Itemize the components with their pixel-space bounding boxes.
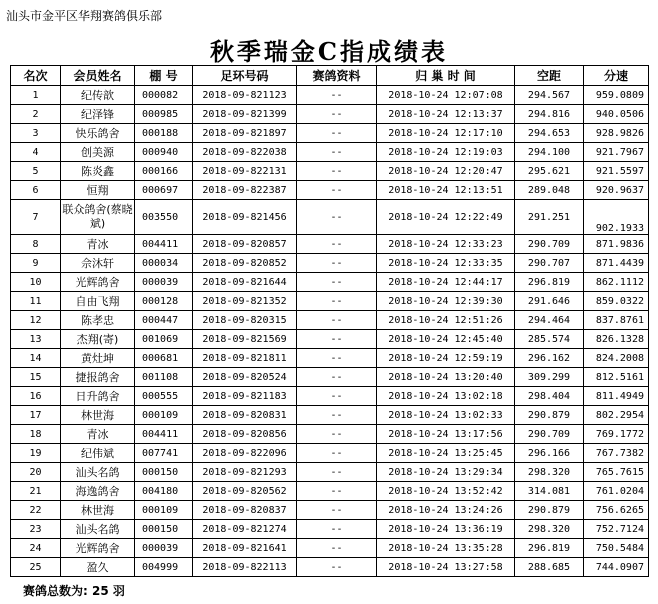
- table-row: [11, 406, 649, 425]
- table-row: [11, 105, 649, 124]
- ring-number-cell: 2018-09-820315: [193, 311, 297, 330]
- rank-cell: 5: [11, 162, 61, 181]
- rank-cell: 16: [11, 387, 61, 406]
- loft-number-cell: 000940: [135, 143, 193, 162]
- distance-cell: 314.081: [515, 482, 584, 501]
- member-name-cell: 日升鸽舍: [61, 387, 135, 406]
- speed-cell: 920.9637: [584, 181, 649, 200]
- return-time-cell: 2018-10-24 13:36:19: [377, 520, 515, 539]
- speed-cell: 940.0506: [584, 105, 649, 124]
- table-row: [11, 162, 649, 181]
- member-name-cell: 青冰: [61, 425, 135, 444]
- ring-number-cell: 2018-09-821293: [193, 463, 297, 482]
- rank-cell: 9: [11, 254, 61, 273]
- loft-number-cell: 000697: [135, 181, 193, 200]
- ring-number-cell: 2018-09-820837: [193, 501, 297, 520]
- member-name-cell: 杰翔(寄): [61, 330, 135, 349]
- return-time-cell: 2018-10-24 13:35:28: [377, 539, 515, 558]
- loft-number-cell: 004999: [135, 558, 193, 577]
- pigeon-info-cell: --: [297, 254, 377, 273]
- pigeon-info-cell: --: [297, 86, 377, 105]
- loft-number-cell: 000188: [135, 124, 193, 143]
- pigeon-info-cell: --: [297, 235, 377, 254]
- return-time-cell: 2018-10-24 13:02:33: [377, 406, 515, 425]
- report-title: 秋季瑞金C指成绩表: [209, 37, 449, 66]
- pigeon-info-cell: --: [297, 444, 377, 463]
- ring-number-cell: 2018-09-821456: [193, 200, 297, 235]
- table-row: [11, 330, 649, 349]
- loft-number-cell: 000681: [135, 349, 193, 368]
- header-row: [11, 66, 649, 86]
- return-time-cell: 2018-10-24 12:17:10: [377, 124, 515, 143]
- col-member-name: 会员姓名: [61, 66, 135, 86]
- loft-number-cell: 004411: [135, 235, 193, 254]
- distance-cell: 296.819: [515, 273, 584, 292]
- loft-number-cell: 004180: [135, 482, 193, 501]
- return-time-cell: 2018-10-24 12:45:40: [377, 330, 515, 349]
- pigeon-info-cell: --: [297, 105, 377, 124]
- ring-number-cell: 2018-09-820857: [193, 235, 297, 254]
- pigeon-info-cell: --: [297, 482, 377, 501]
- member-name-cell: 光辉鸽舍: [61, 273, 135, 292]
- speed-cell: 959.0809: [584, 86, 649, 105]
- rank-cell: 25: [11, 558, 61, 577]
- table-row: [11, 463, 649, 482]
- col-loft-number: 棚 号: [135, 66, 193, 86]
- member-name-cell: 纪伟斌: [61, 444, 135, 463]
- member-name-cell: 青冰: [61, 235, 135, 254]
- loft-number-cell: 000447: [135, 311, 193, 330]
- pigeon-info-cell: --: [297, 273, 377, 292]
- speed-cell: 756.6265: [584, 501, 649, 520]
- ring-number-cell: 2018-09-820852: [193, 254, 297, 273]
- rank-cell: 21: [11, 482, 61, 501]
- ring-number-cell: 2018-09-822038: [193, 143, 297, 162]
- return-time-cell: 2018-10-24 13:52:42: [377, 482, 515, 501]
- speed-cell: 812.5161: [584, 368, 649, 387]
- pigeon-info-cell: --: [297, 181, 377, 200]
- rank-cell: 17: [11, 406, 61, 425]
- return-time-cell: 2018-10-24 12:51:26: [377, 311, 515, 330]
- table-row: [11, 273, 649, 292]
- ring-number-cell: 2018-09-820524: [193, 368, 297, 387]
- rank-cell: 8: [11, 235, 61, 254]
- ring-number-cell: 2018-09-821644: [193, 273, 297, 292]
- return-time-cell: 2018-10-24 13:20:40: [377, 368, 515, 387]
- pigeon-info-cell: --: [297, 558, 377, 577]
- ring-number-cell: 2018-09-821352: [193, 292, 297, 311]
- pigeon-info-cell: --: [297, 463, 377, 482]
- table-row: [11, 181, 649, 200]
- rank-cell: 2: [11, 105, 61, 124]
- ring-number-cell: 2018-09-822096: [193, 444, 297, 463]
- distance-cell: 290.879: [515, 406, 584, 425]
- total-count: 赛鸽总数为: 25 羽: [23, 584, 125, 598]
- ring-number-cell: 2018-09-822131: [193, 162, 297, 181]
- speed-cell: 862.1112: [584, 273, 649, 292]
- pigeon-info-cell: --: [297, 406, 377, 425]
- member-name-cell: 林世海: [61, 501, 135, 520]
- table-row: [11, 349, 649, 368]
- distance-cell: 298.320: [515, 463, 584, 482]
- return-time-cell: 2018-10-24 12:44:17: [377, 273, 515, 292]
- speed-cell: 837.8761: [584, 311, 649, 330]
- speed-cell: 928.9826: [584, 124, 649, 143]
- table-row: [11, 235, 649, 254]
- return-time-cell: 2018-10-24 12:13:37: [377, 105, 515, 124]
- table-row: [11, 254, 649, 273]
- loft-number-cell: 000109: [135, 501, 193, 520]
- return-time-cell: 2018-10-24 12:33:35: [377, 254, 515, 273]
- speed-cell: 811.4949: [584, 387, 649, 406]
- distance-cell: 296.166: [515, 444, 584, 463]
- return-time-cell: 2018-10-24 12:19:03: [377, 143, 515, 162]
- distance-cell: 290.707: [515, 254, 584, 273]
- return-time-cell: 2018-10-24 13:29:34: [377, 463, 515, 482]
- ring-number-cell: 2018-09-821399: [193, 105, 297, 124]
- member-name-cell: 创美源: [61, 143, 135, 162]
- distance-cell: 291.646: [515, 292, 584, 311]
- table-row: [11, 387, 649, 406]
- rank-cell: 7: [11, 200, 61, 235]
- return-time-cell: 2018-10-24 12:20:47: [377, 162, 515, 181]
- table-row: [11, 558, 649, 577]
- speed-cell: 765.7615: [584, 463, 649, 482]
- loft-number-cell: 000128: [135, 292, 193, 311]
- member-name-cell: 盈久: [61, 558, 135, 577]
- loft-number-cell: 007741: [135, 444, 193, 463]
- col-speed: 分速: [584, 66, 649, 86]
- return-time-cell: 2018-10-24 12:13:51: [377, 181, 515, 200]
- distance-cell: 290.709: [515, 235, 584, 254]
- table-row: [11, 86, 649, 105]
- results-table: [10, 65, 649, 577]
- loft-number-cell: 000985: [135, 105, 193, 124]
- return-time-cell: 2018-10-24 12:59:19: [377, 349, 515, 368]
- distance-cell: 295.621: [515, 162, 584, 181]
- member-name-cell: 联众鸽舍(蔡晓斌): [61, 200, 135, 235]
- member-name-cell: 捷报鸽舍: [61, 368, 135, 387]
- member-name-cell: 海逸鸽舍: [61, 482, 135, 501]
- distance-cell: 294.653: [515, 124, 584, 143]
- col-ring-number: 足环号码: [193, 66, 297, 86]
- return-time-cell: 2018-10-24 12:07:08: [377, 86, 515, 105]
- speed-cell: 761.0204: [584, 482, 649, 501]
- speed-cell: 744.0907: [584, 558, 649, 577]
- member-name-cell: 汕头名鸽: [61, 463, 135, 482]
- member-name-cell: 快乐鸽舍: [61, 124, 135, 143]
- member-name-cell: 佘沐轩: [61, 254, 135, 273]
- pigeon-info-cell: --: [297, 200, 377, 235]
- ring-number-cell: 2018-09-821641: [193, 539, 297, 558]
- table-row: [11, 311, 649, 330]
- loft-number-cell: 000034: [135, 254, 193, 273]
- member-name-cell: 纪泽锋: [61, 105, 135, 124]
- rank-cell: 6: [11, 181, 61, 200]
- ring-number-cell: 2018-09-821123: [193, 86, 297, 105]
- speed-cell: 802.2954: [584, 406, 649, 425]
- speed-cell: 921.5597: [584, 162, 649, 181]
- loft-number-cell: 000039: [135, 273, 193, 292]
- rank-cell: 14: [11, 349, 61, 368]
- club-name: 汕头市金平区华翔赛鸽俱乐部: [6, 9, 163, 23]
- return-time-cell: 2018-10-24 13:02:18: [377, 387, 515, 406]
- rank-cell: 3: [11, 124, 61, 143]
- pigeon-info-cell: --: [297, 539, 377, 558]
- distance-cell: 298.320: [515, 520, 584, 539]
- loft-number-cell: 000555: [135, 387, 193, 406]
- rank-cell: 13: [11, 330, 61, 349]
- table-row: [11, 444, 649, 463]
- rank-cell: 24: [11, 539, 61, 558]
- loft-number-cell: 000082: [135, 86, 193, 105]
- distance-cell: 294.464: [515, 311, 584, 330]
- rank-cell: 23: [11, 520, 61, 539]
- speed-cell: 752.7124: [584, 520, 649, 539]
- speed-cell: 767.7382: [584, 444, 649, 463]
- speed-cell: 826.1328: [584, 330, 649, 349]
- distance-cell: 296.162: [515, 349, 584, 368]
- speed-cell: 769.1772: [584, 425, 649, 444]
- loft-number-cell: 000150: [135, 520, 193, 539]
- loft-number-cell: 001108: [135, 368, 193, 387]
- pigeon-info-cell: --: [297, 162, 377, 181]
- speed-cell: 871.4439: [584, 254, 649, 273]
- col-pigeon-info: 赛鸽资料: [297, 66, 377, 86]
- ring-number-cell: 2018-09-822387: [193, 181, 297, 200]
- ring-number-cell: 2018-09-821811: [193, 349, 297, 368]
- loft-number-cell: 001069: [135, 330, 193, 349]
- col-rank: 名次: [11, 66, 61, 86]
- return-time-cell: 2018-10-24 12:22:49: [377, 200, 515, 235]
- pigeon-info-cell: --: [297, 387, 377, 406]
- ring-number-cell: 2018-09-821274: [193, 520, 297, 539]
- speed-cell: 824.2008: [584, 349, 649, 368]
- distance-cell: 291.251: [515, 200, 584, 235]
- col-distance: 空距: [515, 66, 584, 86]
- ring-number-cell: 2018-09-822113: [193, 558, 297, 577]
- col-return-time: 归 巢 时 间: [377, 66, 515, 86]
- loft-number-cell: 000039: [135, 539, 193, 558]
- member-name-cell: 汕头名鸽: [61, 520, 135, 539]
- distance-cell: 294.100: [515, 143, 584, 162]
- table-row: [11, 501, 649, 520]
- pigeon-info-cell: --: [297, 311, 377, 330]
- rank-cell: 19: [11, 444, 61, 463]
- distance-cell: 294.567: [515, 86, 584, 105]
- pigeon-info-cell: --: [297, 143, 377, 162]
- table-row: [11, 143, 649, 162]
- rank-cell: 18: [11, 425, 61, 444]
- distance-cell: 285.574: [515, 330, 584, 349]
- speed-cell: 921.7967: [584, 143, 649, 162]
- distance-cell: 294.816: [515, 105, 584, 124]
- table-row: [11, 425, 649, 444]
- pigeon-info-cell: --: [297, 501, 377, 520]
- rank-cell: 15: [11, 368, 61, 387]
- rank-cell: 10: [11, 273, 61, 292]
- table-row: [11, 124, 649, 143]
- distance-cell: 289.048: [515, 181, 584, 200]
- table-row: [11, 482, 649, 501]
- return-time-cell: 2018-10-24 13:27:58: [377, 558, 515, 577]
- loft-number-cell: 004411: [135, 425, 193, 444]
- rank-cell: 20: [11, 463, 61, 482]
- member-name-cell: 恒翔: [61, 181, 135, 200]
- pigeon-info-cell: --: [297, 292, 377, 311]
- return-time-cell: 2018-10-24 13:25:45: [377, 444, 515, 463]
- table-row: [11, 539, 649, 558]
- speed-cell: 871.9836: [584, 235, 649, 254]
- return-time-cell: 2018-10-24 12:33:23: [377, 235, 515, 254]
- distance-cell: 290.879: [515, 501, 584, 520]
- distance-cell: 298.404: [515, 387, 584, 406]
- ring-number-cell: 2018-09-820562: [193, 482, 297, 501]
- ring-number-cell: 2018-09-820831: [193, 406, 297, 425]
- ring-number-cell: 2018-09-821183: [193, 387, 297, 406]
- pigeon-info-cell: --: [297, 349, 377, 368]
- return-time-cell: 2018-10-24 13:24:26: [377, 501, 515, 520]
- loft-number-cell: 000166: [135, 162, 193, 181]
- ring-number-cell: 2018-09-820856: [193, 425, 297, 444]
- distance-cell: 296.819: [515, 539, 584, 558]
- speed-cell: 750.5484: [584, 539, 649, 558]
- table-row: [11, 292, 649, 311]
- member-name-cell: 纪传歆: [61, 86, 135, 105]
- distance-cell: 288.685: [515, 558, 584, 577]
- pigeon-info-cell: --: [297, 330, 377, 349]
- rank-cell: 1: [11, 86, 61, 105]
- table-row: [11, 520, 649, 539]
- loft-number-cell: 003550: [135, 200, 193, 235]
- pigeon-info-cell: --: [297, 425, 377, 444]
- member-name-cell: 陈炎鑫: [61, 162, 135, 181]
- loft-number-cell: 000109: [135, 406, 193, 425]
- pigeon-info-cell: --: [297, 520, 377, 539]
- member-name-cell: 黄灶坤: [61, 349, 135, 368]
- member-name-cell: 自由飞翔: [61, 292, 135, 311]
- rank-cell: 22: [11, 501, 61, 520]
- return-time-cell: 2018-10-24 13:17:56: [377, 425, 515, 444]
- speed-cell: 902.1933: [584, 200, 649, 235]
- member-name-cell: 林世海: [61, 406, 135, 425]
- rank-cell: 4: [11, 143, 61, 162]
- rank-cell: 11: [11, 292, 61, 311]
- ring-number-cell: 2018-09-821897: [193, 124, 297, 143]
- member-name-cell: 光辉鸽舍: [61, 539, 135, 558]
- distance-cell: 290.709: [515, 425, 584, 444]
- member-name-cell: 陈孝忠: [61, 311, 135, 330]
- table-row: [11, 200, 649, 235]
- rank-cell: 12: [11, 311, 61, 330]
- pigeon-info-cell: --: [297, 124, 377, 143]
- table-row: [11, 368, 649, 387]
- loft-number-cell: 000150: [135, 463, 193, 482]
- ring-number-cell: 2018-09-821569: [193, 330, 297, 349]
- pigeon-info-cell: --: [297, 368, 377, 387]
- speed-cell: 859.0322: [584, 292, 649, 311]
- distance-cell: 309.299: [515, 368, 584, 387]
- return-time-cell: 2018-10-24 12:39:30: [377, 292, 515, 311]
